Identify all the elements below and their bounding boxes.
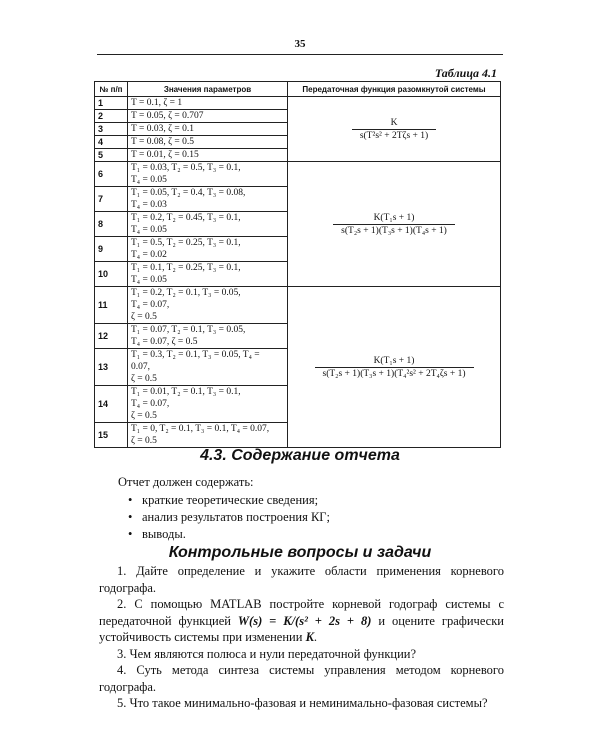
param-line: T₄ = 0.02 [131,250,167,260]
param-line: T₁ = 0.01, T₂ = 0.1, T₃ = 0.1, [131,387,241,397]
list-item: • краткие теоретические сведения; [128,492,330,509]
param-line: T₄ = 0.07, ζ = 0.5 [131,337,198,347]
row-parameters [128,212,288,237]
report-intro: Отчет должен содержать: [118,475,254,489]
param-line: T₄ = 0.07, [131,399,170,409]
tf-denominator: s(T₂s + 1)(T₃s + 1)(T₄s + 1) [341,225,447,236]
row-number: 10 [95,262,128,287]
transfer-function-cell [288,287,501,448]
row-parameters [128,423,288,448]
row-number: 13 [95,349,128,386]
row-parameters [128,349,288,386]
table-row [95,97,501,110]
param-line: ζ = 0.5 [131,374,157,384]
param-line: T₁ = 0.03, T₂ = 0.5, T₃ = 0.1, [131,163,241,173]
row-parameters [128,97,288,110]
row-parameters [128,110,288,123]
param-line: T₄ = 0.05 [131,175,167,185]
row-parameters [128,386,288,423]
row-number: 2 [95,110,128,123]
param-line: T = 0.05, ζ = 0.707 [131,111,204,121]
param-line: T₁ = 0.05, T₂ = 0.4, T₃ = 0.08, [131,188,246,198]
transfer-function-3 [315,356,474,379]
row-parameters [128,287,288,324]
row-number: 8 [95,212,128,237]
row-number: 1 [95,97,128,110]
param-line: ζ = 0.5 [131,312,157,322]
list-item: • выводы. [128,526,330,543]
row-parameters [128,136,288,149]
param-line: T₁ = 0.3, T₂ = 0.1, T₃ = 0.05, T₄ = [131,350,260,360]
param-line: T = 0.01, ζ = 0.15 [131,150,199,160]
param-line: T₄ = 0.05 [131,275,167,285]
param-line: T = 0.08, ζ = 0.5 [131,137,195,147]
row-parameters [128,187,288,212]
row-number: 3 [95,123,128,136]
row-number: 15 [95,423,128,448]
row-number: 4 [95,136,128,149]
report-list [128,492,330,543]
question-5: 5. Что такое минимально-фазовая и неминимально-фазовая системы? [117,696,488,710]
question-2-formula: W(s) = K/(s² + 2s + 8) [237,613,372,628]
question-1: 1. Дайте определение и укажите области применения корневого годографа. [99,564,504,595]
question-3: 3. Чем являются полюса и нули передаточной функции? [117,646,417,661]
question-4: 4. Суть метода синтеза системы управления методом корневого годографа. [99,663,504,694]
row-parameters [128,123,288,136]
transfer-function-2 [333,213,455,236]
param-line: T₄ = 0.03 [131,200,167,210]
question-2-text-end: . [313,630,318,644]
param-line: T₁ = 0.2, T₂ = 0.1, T₃ = 0.05, [131,288,241,298]
tf-numerator: K(T₁s + 1) [333,213,455,225]
row-parameters [128,262,288,287]
page-number: 35 [294,38,306,50]
table-header-row [95,82,501,97]
param-line: T₁ = 0.5, T₂ = 0.25, T₃ = 0.1, [131,238,241,248]
transfer-function-cell [288,162,501,287]
tf-denominator: s(T²s² + 2Tζs + 1) [359,130,429,141]
row-number: 12 [95,324,128,349]
param-line: T₄ = 0.07, [131,300,170,310]
param-line: ζ = 0.5 [131,436,157,446]
header-transfer-function: Передаточная функция разомкнутой системы [288,82,501,97]
param-line: T = 0.1, ζ = 1 [131,98,183,108]
table-row [95,162,501,187]
questions-list [99,563,504,712]
param-line: T₁ = 0.07, T₂ = 0.1, T₃ = 0.05, [131,325,246,335]
question-2-k: K [305,630,314,644]
header-rule [97,54,503,55]
param-line: T = 0.03, ζ = 0.1 [131,124,195,134]
list-item: • анализ результатов построения КГ; [128,509,330,526]
question-2 [99,596,504,646]
report-section-title: 4.3. Содержание отчета [200,447,400,464]
question-2-text-start: 2. С помощью MATLAB постройте корневой годограф системы с передаточной функцией [99,597,504,628]
row-parameters [128,162,288,187]
transfer-function-cell [288,97,501,162]
param-line: ζ = 0.5 [131,411,157,421]
question-2-text-middle: и оцените графически устойчивость системы при изменении [99,613,504,644]
row-number: 11 [95,287,128,324]
param-line: T₁ = 0.1, T₂ = 0.25, T₃ = 0.1, [131,263,241,273]
header-number: № п/п [95,82,128,97]
param-line: T₁ = 0.2, T₂ = 0.45, T₃ = 0.1, [131,213,241,223]
tf-denominator: s(T₂s + 1)(T₃s + 1)(T₄²s² + 2T₄ζs + 1) [322,368,466,379]
row-parameters [128,149,288,162]
param-line: T₄ = 0.05 [131,225,167,235]
table-caption: Таблица 4.1 [434,66,497,80]
row-number: 14 [95,386,128,423]
tf-numerator: K [352,118,436,130]
table-row [95,287,501,324]
row-number: 7 [95,187,128,212]
row-number: 6 [95,162,128,187]
header-parameters: Значения параметров [128,82,288,97]
row-parameters [128,237,288,262]
transfer-function-1 [352,118,436,141]
tf-numerator: K(T₁s + 1) [315,356,474,368]
questions-section-title: Контрольные вопросы и задачи [168,544,432,561]
row-number: 5 [95,149,128,162]
param-line: 0.07, [131,362,150,372]
row-parameters [128,324,288,349]
parameters-table [94,81,501,448]
row-number: 9 [95,237,128,262]
param-line: T₁ = 0, T₂ = 0.1, T₃ = 0.1, T₄ = 0.07, [131,424,270,434]
